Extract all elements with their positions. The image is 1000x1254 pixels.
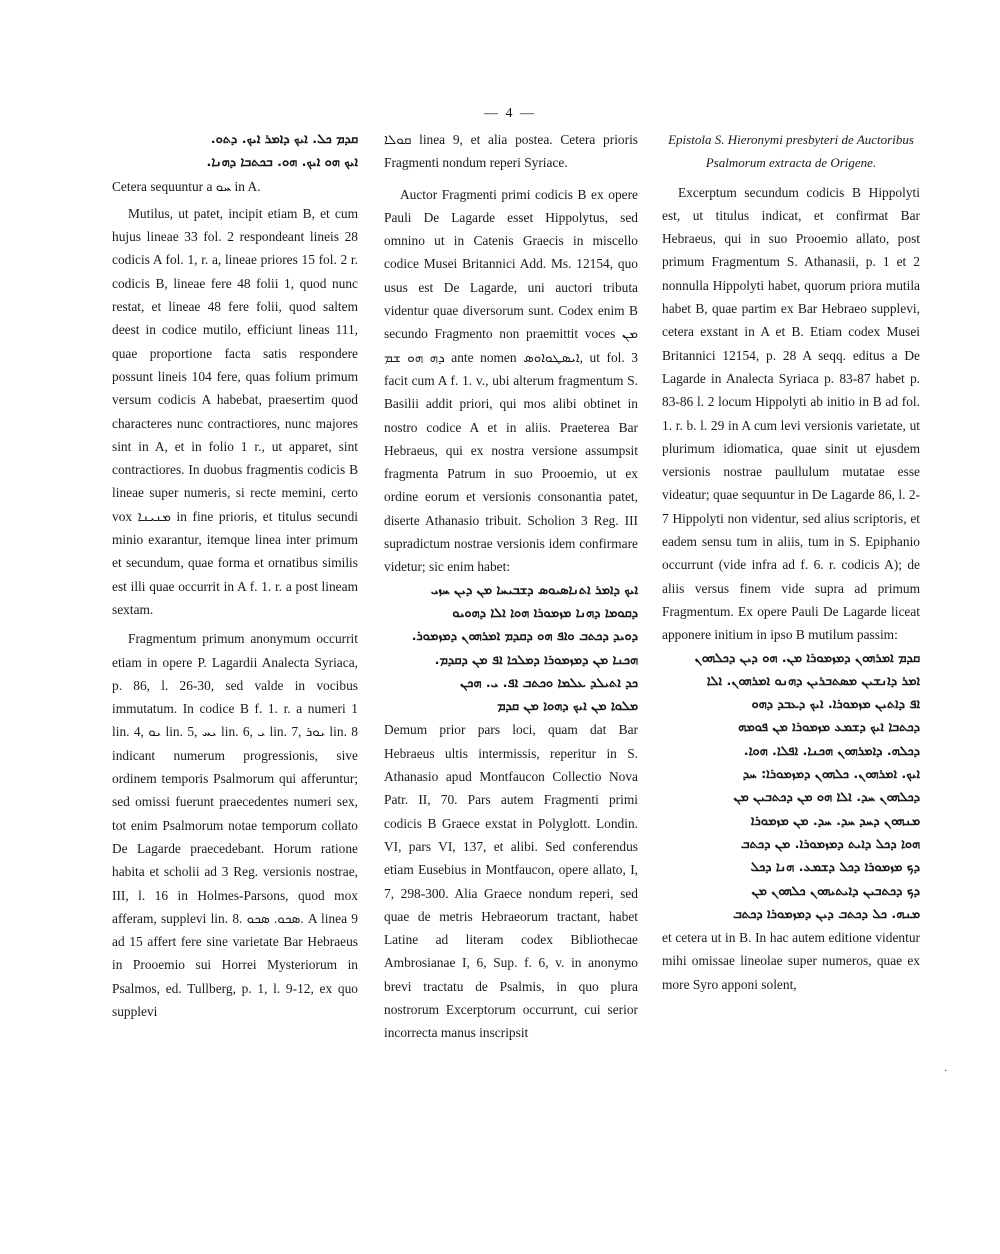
paragraph: Cetera sequuntur a ܚܘ in A. bbox=[112, 178, 261, 194]
paragraph: Demum prior pars loci, quam dat Bar Hebraeus ultis intermissis, reperitur in S. Athanasio apud Montfaucon Collectio Nova Patr. II, 70. Pars autem Fragmenti primi codicis B Graece exstat in Polyglott. Londin. VI, pars VI, 137, et alibi. Sed conferendus etiam Eusebius in Montfaucon, opere allato, I, 7, 298-300. Alia Graece nondum reperi, sed quae de metris Hebraeorum tractant, habet Latine ad literam codex Bibliothecae Ambrosianae I, 6, Sup. f. 6, v. in anonymo brevi tractatu de Psalmis, in quo plura nostrorum Excerptorum occurrunt, cui serior incorrecta manus inscripsit bbox=[384, 722, 638, 1041]
paragraph: Mutilus, ut patet, incipit etiam B, et cum hujus lineae 33 fol. 2 respondeant lineis 28 codicis A fol. 1, r. a, lineae priores 15 fol. 2 r. codicis B, lineae fere 48 folii 1, quod nunc restat, et lineae 48 fere folii, quod saltem deest in codice mutilo, efficiunt lineas 111, quae proportione facta satis respondere possunt lineis 104 fere, quas folium primum versum codicis A habebat, praesertim quod characteres nunc contractiores, nunc majores sint in A, et in folio 1 r., ut apparet, sint contractiores. In duobus fragmentis codicis B lineae super numeris, si recte memini, certo vox ܡܢܝܢܐ in fine prioris, et titulus secundi minio exarantur, itemque linea inter primum et secundum, quae forma et ornatibus similis est illi quae occurrit in A f. 1. r. a post lineam sextam. bbox=[112, 205, 358, 617]
syriac-line: ܕܟܠܗܘܢ ܚܕ. ܐܠܐ ܗܘ ܡܢ ܕܟܬܒܝܢ ܡܢ bbox=[733, 790, 920, 806]
column-right bbox=[662, 128, 920, 996]
section-heading: Epistola S. Hieronymi presbyteri de Auctoribus Psalmorum extracta de Origene. bbox=[668, 132, 914, 171]
syriac-line: ܐܝܟ. ܐܡܪܗܘܢ. ܟܠܗܘܢ ܕܡܙܡܘܪܐ: ܚܕ bbox=[742, 767, 920, 783]
paragraph: Auctor Fragmenti primi codicis B ex opere Pauli De Lagarde esset Hippolytus, sed omnino ut in Catenis Graecis in miscello codice Musei Britannici Add. Ms. 12154, quo usus est De Lagarde, uni auctori tributa videntur quae diversorum sunt. Codex enim B secundo Fragmento non praemittit voces ܡܢ ܕܗ ܗܘ ܫܡ ante nomen ܐܝܣܛܘܐܘܣ, ut fol. 3 facit cum A f. 1. v., ubi alterum fragmentum S. Basilii addit priori, qui mos alibi obtinet in nostro codice A et in aliis. Praeterea Bar Hebraeus, qui ex nostra versione assumpsit fragmenta Patrum in suo Prooemio, ut ex ordine eorum et versionis consonantia patet, diserte Athanasio tribuit. Scholion 3 Reg. III supradictum nostrae versionis idem confirmare videtur; sic enim habet: bbox=[384, 186, 638, 575]
syriac-line: ܐܡܪ ܕܐܢܫܝܢ ܡܣܬܒܪܝܢ ܕܗܢܘ ܐܡܪܗܘܢ. ܐܠܐ bbox=[706, 673, 920, 689]
paragraph: Fragmentum primum anonymum occurrit etiam in opere P. Lagardii Analecta Syriaca, p. 86, l. 26-30, sed valde in vocibus immutatum. In codice B f. 1. r. a numeri 1 lin. 4, ܝܘ lin. 5, ܝܚ lin. 6, ܝ lin. 7, ܝܘܪ lin. 8 indicant numerum progressionis, sive ordinem temporis Psalmorum qui afferuntur; sed omissi fuerunt praecedentes numeri sex, tot enim Psalmorum notae temporum collato De Lagarde praecedebant. Horum ratione habita et scholii ad 3 Reg. versionis nostrae, III, l. 16 in Holmes-Parsons, quod mox afferam, supplevi lin. 8. ܣܟܘ. ܣܟܘ. A linea 9 ad 15 affert fere sine varietate Bar Hebraeus in Prooemio sui Horrei Mysteriorum in Psalmos, ed. Tullberg, p. 1, l. 9-12, ex quo supplevi bbox=[112, 631, 358, 1019]
syriac-line: ܕܟ ܡܙܡܘܪܐ ܕܟܠ ܕܫܡܥ. ܗܢܐ ܕܟܠ bbox=[750, 860, 920, 876]
syriac-line: ܐܦ ܕܐܬܝܢ ܡܙܡܘܪܐ. ܐܝܟ ܕܥܒܕ ܕܗܘ bbox=[751, 697, 920, 713]
syriac-line: ܡܢܗ. ܟܠ ܕܟܬܒ ܕܝܢ ܕܡܙܡܘܪܐ ܕܟܬܒ bbox=[732, 906, 920, 922]
syriac-line: ܗܘܐ ܕܟܠ ܕܐܝܬ ܕܡܙܡܘܪܐ. ܡܢ ܕܟܬܒ bbox=[740, 836, 920, 852]
column-left bbox=[112, 128, 358, 1023]
syriac-line: ܕܘܝܕ ܕܟܬܒ ܘܐܦ ܗܘ ܕܩܕܡ ܐܡܪܗܘܢ ܕܡܙܡܘܪ. bbox=[411, 629, 638, 645]
syriac-line: ܕܟܬܒܐ ܐܝܟ ܕܫܡܥ ܡܙܡܘܪܐ ܡܢ ܦܘܡܗ bbox=[738, 720, 920, 736]
syriac-line: ܟܕ ܐܬܝܠܕ ܥܠܡܐ ܘܟܬܒ ܐܦ. ܝ. ܗܟܢ bbox=[460, 675, 638, 691]
syriac-line: ܕܩܘܡܐ ܕܗܢܐ ܡܙܡܘܪܐ ܗܘܐ ܐܠܐ ܕܗܘܝܘ bbox=[452, 605, 638, 621]
syriac-line: ܕܟ ܕܟܬܒܝܢ ܕܐܝܬܝܗܘܢ ܟܠܗܘܢ ܡܢ bbox=[751, 883, 920, 899]
syriac-line: ܩܕܡ ܟܠ. ܐܝܟ ܕܐܡܪ ܐܝܟ. ܕܬܘ. bbox=[210, 132, 358, 147]
syriac-line: ܩܕܡ ܐܡܪܗܘܢ ܕܡܙܡܘܪܐ ܡܢ. ܗܘ ܕܝܢ ܕܟܠܗܘܢ bbox=[694, 650, 920, 666]
column-middle bbox=[384, 128, 638, 1045]
syriac-line: ܗܟܢܐ ܡܢ ܕܡܙܡܘܪܐ ܕܡܠܟܐ ܐܦ ܡܢ ܕܩܕܡ. bbox=[434, 652, 638, 668]
stray-dot: · bbox=[944, 1066, 948, 1077]
syriac-line: ܐܝܟ ܗܘ ܐܝܟ. ܗܘ. ܒܟܬܒܐ ܕܗܢܐ. bbox=[206, 155, 358, 171]
syriac-line: ܡܠܘܐ ܡܢ ܐܝܟ ܕܗܘܐ ܡܢ ܩܕܡ bbox=[497, 699, 638, 715]
paragraph: ܩܘܠܐ linea 9, et alia postea. Cetera prioris Fragmenti nondum reperi Syriace. bbox=[384, 132, 638, 171]
syriac-line: ܐܝܟ ܕܐܡܪ ܐܬܢܐܣܝܘܣ ܕܫܒܝܚܐ ܡܢ ܕܝܢ ܚܙܝ bbox=[430, 582, 638, 598]
syriac-line: ܕܟܠܗ. ܕܐܡܪܗܘܢ ܗܟܢܐ. ܐܦܠܐ. ܗܘܐ. bbox=[743, 743, 920, 759]
paragraph: Excerptum secundum codicis B Hippolyti est, ut titulus indicat, et confirmat Bar Hebraeus, qui in suo Prooemio allato, post primum Fragmentum S. Athanasii, p. 1 et 2 nonnulla Hippolyti habet, quorum priora mutila habet B, quae partim ex Bar Hebraeo supplevi, cetera exstant in A et B. Etiam codex Musei Britannici 12154, p. 28 A seqq. editus a De Lagarde in Analecta Syriaca p. 83-87 habet p. 83-86 l. 2 locum Hippolyti ab initio in B ad fol. 1. r. b. l. 29 in A cum levi versionis varietate, ut plurimum idiomatica, quae sinit ut ejusdem versionis nostrae paullulum mutatae esse videatur; quae sequuntur in De Lagarde 86, l. 2-7 Hippolyti non videntur, sed alius scriptoris, et eadem sensu tum in aliis, tum in S. Epiphanio occurrunt (vide infra ad f. 6. r. codicis A); de aliis versus finem vide supra ad primum Fragmentum. Ex opere Pauli De Lagarde liceat apponere initium in ipso B mutilum passim: bbox=[662, 184, 920, 643]
syriac-line: ܡܢܗܘܢ ܕܚܕ ܚܕ. ܚܕ. ܡܢ ܡܙܡܘܪܐ bbox=[750, 813, 920, 829]
paragraph: et cetera ut in B. In hac autem editione videntur mihi omissae lineolae super numeros, quae ex more Syro apponi solent, bbox=[662, 930, 920, 992]
page-number: — 4 — bbox=[484, 106, 536, 121]
